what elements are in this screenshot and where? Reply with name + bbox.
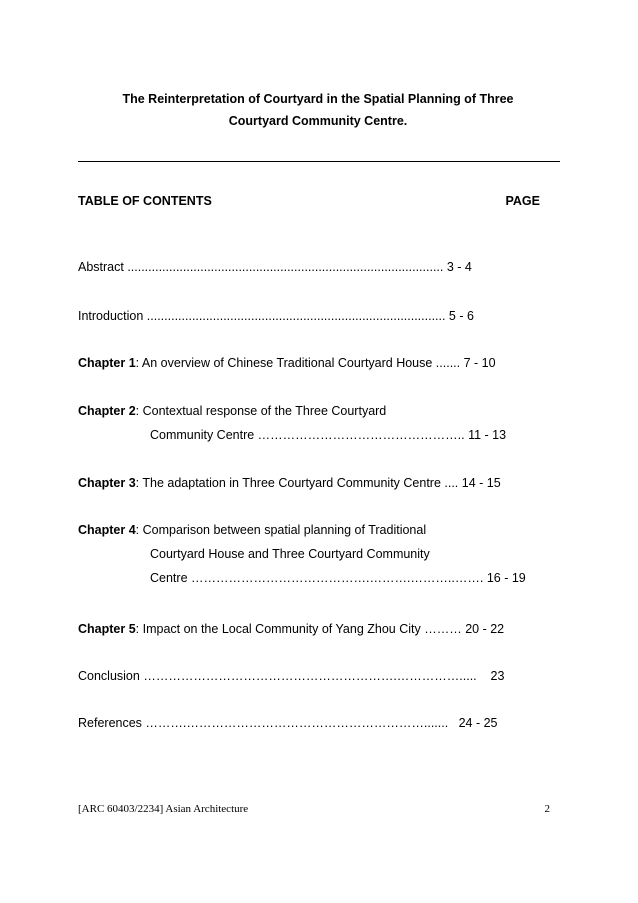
document-title [78,88,558,132]
footer-course: [ARC 60403/2234] Asian Architecture [78,803,249,815]
toc-entry-chapter-4-cont-1: Courtyard House and Three Courtyard Community [150,547,430,561]
toc-entry-references: References ……….…………………………………………………....... 24 - 25 [78,716,498,730]
toc-header [78,194,540,208]
toc-entry-chapter-2: Chapter 2: Contextual response of the Three Courtyard [78,404,387,418]
toc-page-label: PAGE [505,194,540,208]
chapter-label: Chapter 5 [78,622,136,636]
toc-entry-chapter-3: Chapter 3: The adaptation in Three Courtyard Community Centre .... 14 - 15 [78,476,501,490]
toc-entry-chapter-1: Chapter 1: An overview of Chinese Traditional Courtyard House ....... 7 - 10 [78,356,496,370]
toc-entry-introduction: Introduction ...................................................................................... 5 - 6 [78,309,474,323]
toc-entry-conclusion: Conclusion …………………………………………………….……………..... 23 [78,669,505,683]
chapter-label: Chapter 4 [78,523,136,537]
title-line-2: Courtyard Community Centre. [228,114,408,128]
toc-heading: TABLE OF CONTENTS [78,194,212,208]
toc-entry-abstract: Abstract ........................................................................................... 3 - 4 [78,260,472,274]
toc-entry-chapter-2-cont: Community Centre ………………………………………….. 11 - 13 [150,428,507,442]
title-line-1: The Reinterpretation of Courtyard in the Spatial Planning of Three [122,92,514,106]
chapter-label: Chapter 2 [78,404,136,418]
page-footer [78,803,550,815]
toc-entry-chapter-5: Chapter 5: Impact on the Local Community of Yang Zhou City ……… 20 - 22 [78,622,505,636]
footer-page-number: 2 [544,803,550,815]
chapter-label: Chapter 1 [78,356,136,370]
horizontal-rule [78,161,560,162]
toc-entry-chapter-4: Chapter 4: Comparison between spatial planning of Traditional [78,523,427,537]
chapter-label: Chapter 3 [78,476,136,490]
toc-entry-chapter-4-cont-2: Centre …………………………………….……….………..……. 16 - 19 [150,571,526,585]
